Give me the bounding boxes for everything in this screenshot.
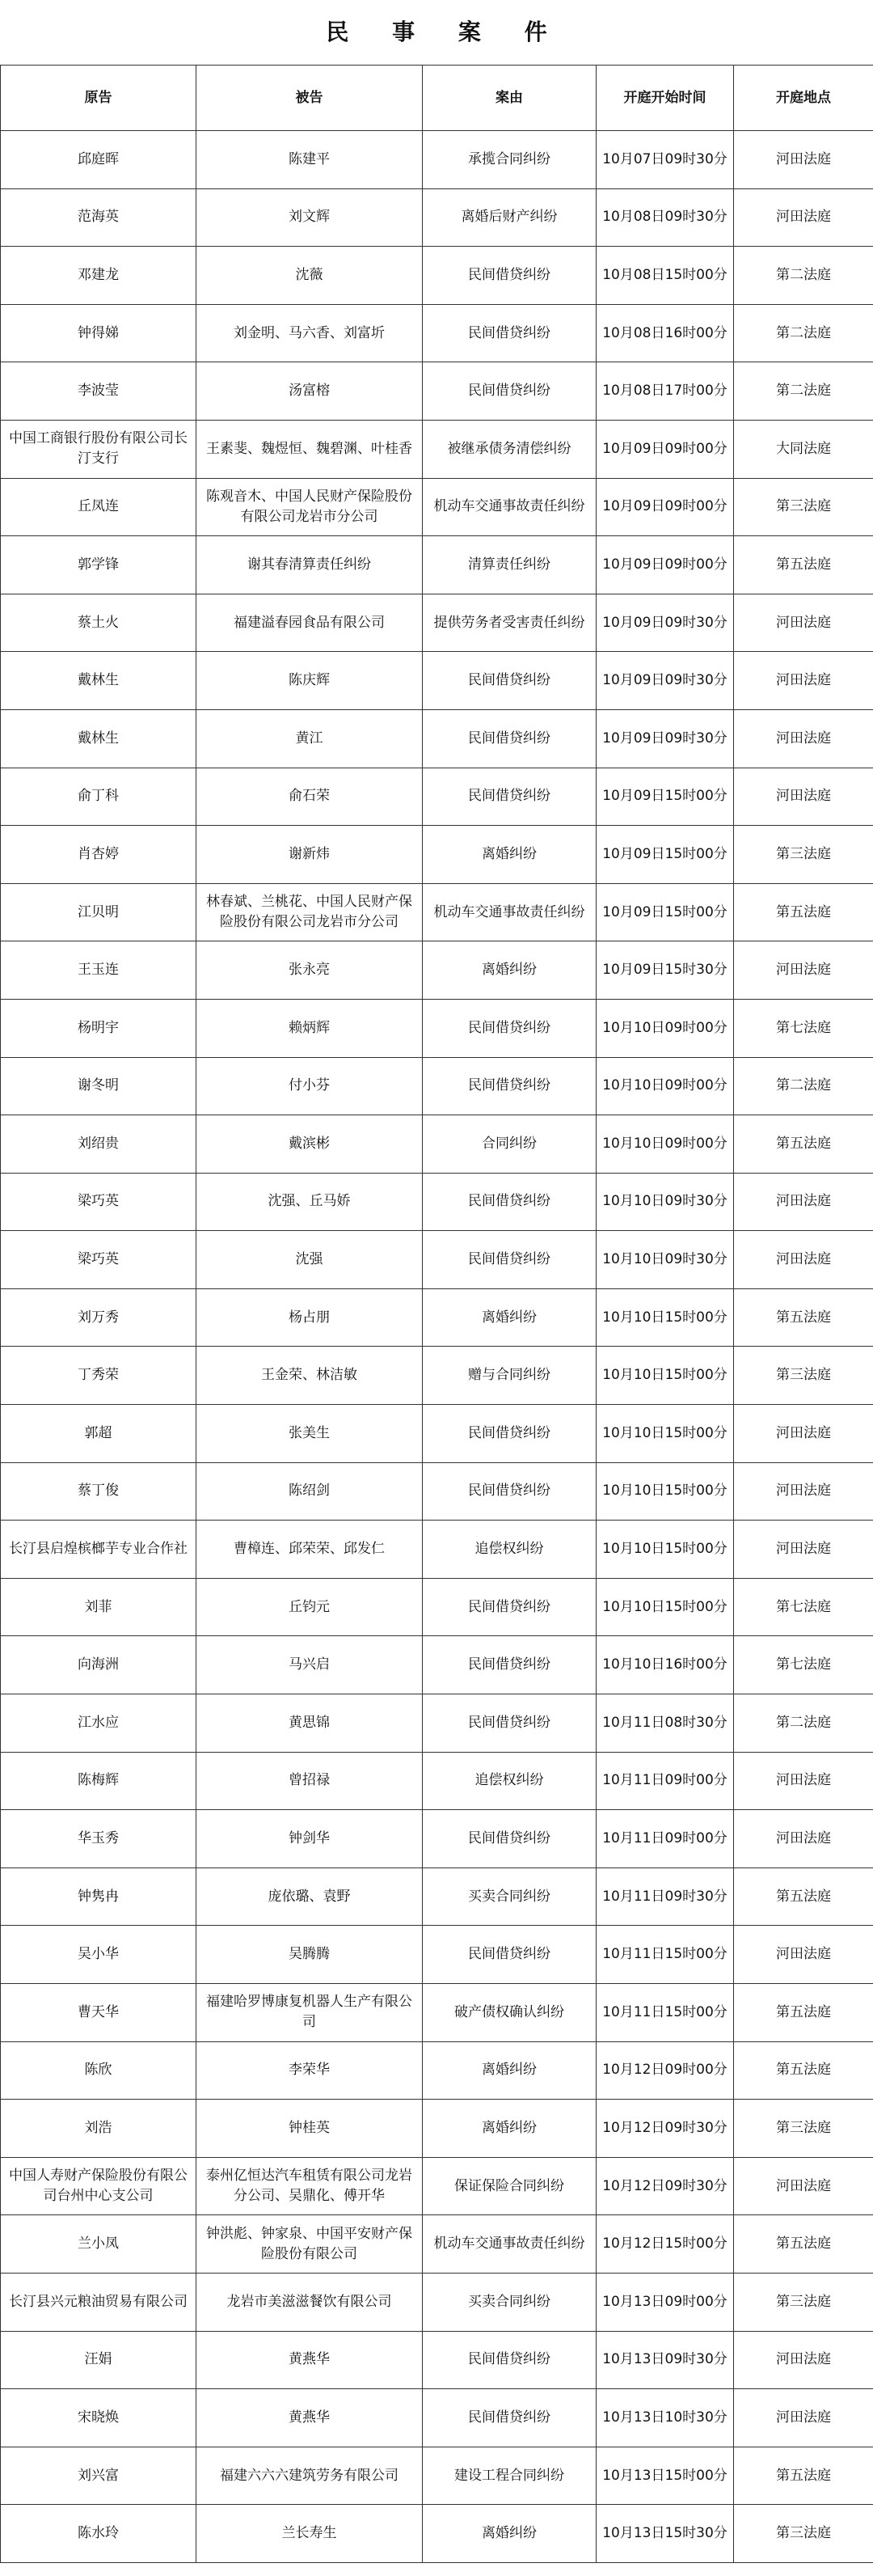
hearing-time-cell: 10月12日09时30分 <box>597 2100 734 2158</box>
table-row <box>1 1057 873 1115</box>
hearing-time-cell: 10月08日15时00分 <box>597 247 734 305</box>
defendant-cell: 张美生 <box>196 1405 423 1463</box>
cause-cell: 民间借贷纠纷 <box>423 1405 597 1463</box>
table-row <box>1 1347 873 1405</box>
cause-cell: 机动车交通事故责任纠纷 <box>423 2215 597 2274</box>
cause-cell: 民间借贷纠纷 <box>423 362 597 421</box>
table-row <box>1 1926 873 1984</box>
defendant-cell: 庞依璐、袁野 <box>196 1867 423 1926</box>
hearing-place-cell: 河田法庭 <box>734 1926 873 1984</box>
hearing-time-cell: 10月08日09时30分 <box>597 188 734 247</box>
hearing-time-cell: 10月12日15时00分 <box>597 2215 734 2274</box>
table-row <box>1 768 873 826</box>
defendant-cell: 俞石荣 <box>196 768 423 826</box>
table-row <box>1 362 873 421</box>
hearing-time-cell: 10月10日09时30分 <box>597 1231 734 1289</box>
cause-cell: 民间借贷纠纷 <box>423 1462 597 1521</box>
hearing-time-cell: 10月09日15时00分 <box>597 883 734 941</box>
cause-cell: 破产债权确认纠纷 <box>423 1984 597 2042</box>
defendant-cell: 陈绍剑 <box>196 1462 423 1521</box>
hearing-place-cell: 第二法庭 <box>734 247 873 305</box>
defendant-cell: 黄江 <box>196 709 423 768</box>
hearing-place-cell: 第五法庭 <box>734 883 873 941</box>
hearing-place-cell: 第三法庭 <box>734 1347 873 1405</box>
defendant-cell: 王素斐、魏煜恒、魏碧渊、叶桂香 <box>196 420 423 478</box>
cause-cell: 买卖合同纠纷 <box>423 1867 597 1926</box>
hearing-place-cell: 第七法庭 <box>734 999 873 1057</box>
cause-cell: 机动车交通事故责任纠纷 <box>423 478 597 536</box>
hearing-time-cell: 10月11日09时00分 <box>597 1810 734 1868</box>
defendant-cell: 沈强 <box>196 1231 423 1289</box>
hearing-time-cell: 10月13日09时30分 <box>597 2331 734 2389</box>
cause-cell: 离婚纠纷 <box>423 2100 597 2158</box>
defendant-cell: 陈建平 <box>196 131 423 189</box>
hearing-place-cell: 第五法庭 <box>734 1288 873 1347</box>
table-row <box>1 999 873 1057</box>
defendant-cell: 丘钧元 <box>196 1578 423 1636</box>
defendant-cell: 赖炳辉 <box>196 999 423 1057</box>
plaintiff-cell: 刘万秀 <box>1 1288 196 1347</box>
hearing-place-cell: 第五法庭 <box>734 2215 873 2274</box>
hearing-time-cell: 10月10日09时30分 <box>597 1173 734 1231</box>
plaintiff-cell: 曹天华 <box>1 1984 196 2042</box>
table-row <box>1 420 873 478</box>
hearing-place-cell: 河田法庭 <box>734 188 873 247</box>
plaintiff-cell: 钟隽冉 <box>1 1867 196 1926</box>
table-row <box>1 652 873 710</box>
hearing-place-cell: 河田法庭 <box>734 709 873 768</box>
plaintiff-cell: 梁巧英 <box>1 1173 196 1231</box>
cause-cell: 机动车交通事故责任纠纷 <box>423 883 597 941</box>
hearing-time-cell: 10月09日09时00分 <box>597 478 734 536</box>
hearing-time-cell: 10月10日16时00分 <box>597 1636 734 1694</box>
defendant-cell: 杨占朋 <box>196 1288 423 1347</box>
table-row <box>1 2157 873 2215</box>
hearing-place-cell: 河田法庭 <box>734 1810 873 1868</box>
hearing-time-cell: 10月10日09时00分 <box>597 1115 734 1174</box>
plaintiff-cell: 宋晓焕 <box>1 2389 196 2447</box>
table-header-row <box>1 66 873 131</box>
hearing-time-cell: 10月11日15时00分 <box>597 1926 734 1984</box>
defendant-cell: 泰州亿恒达汽车租赁有限公司龙岩分公司、吴鼎化、傅开华 <box>196 2157 423 2215</box>
cause-cell: 被继承债务清偿纠纷 <box>423 420 597 478</box>
hearing-place-cell: 河田法庭 <box>734 1752 873 1810</box>
hearing-time-cell: 10月10日09时00分 <box>597 999 734 1057</box>
hearing-place-cell: 河田法庭 <box>734 1521 873 1579</box>
hearing-time-cell: 10月10日15时00分 <box>597 1405 734 1463</box>
plaintiff-cell: 杨明宇 <box>1 999 196 1057</box>
table-row <box>1 2447 873 2505</box>
defendant-cell: 刘金明、马六香、刘富圻 <box>196 304 423 362</box>
table-body <box>1 131 873 2563</box>
header-defendant: 被告 <box>196 66 423 131</box>
hearing-time-cell: 10月09日09时00分 <box>597 536 734 594</box>
plaintiff-cell: 郭学锋 <box>1 536 196 594</box>
hearing-time-cell: 10月11日08时30分 <box>597 1694 734 1753</box>
cause-cell: 离婚纠纷 <box>423 1288 597 1347</box>
hearing-time-cell: 10月08日17时00分 <box>597 362 734 421</box>
table-row <box>1 2505 873 2563</box>
cause-cell: 民间借贷纠纷 <box>423 1926 597 1984</box>
defendant-cell: 福建六六六建筑劳务有限公司 <box>196 2447 423 2505</box>
cause-cell: 买卖合同纠纷 <box>423 2273 597 2331</box>
plaintiff-cell: 范海英 <box>1 188 196 247</box>
cause-cell: 离婚纠纷 <box>423 826 597 884</box>
plaintiff-cell: 陈梅辉 <box>1 1752 196 1810</box>
cause-cell: 民间借贷纠纷 <box>423 709 597 768</box>
hearing-place-cell: 河田法庭 <box>734 768 873 826</box>
plaintiff-cell: 汪娟 <box>1 2331 196 2389</box>
hearing-time-cell: 10月10日09时00分 <box>597 1057 734 1115</box>
table-row <box>1 1231 873 1289</box>
table-row <box>1 478 873 536</box>
plaintiff-cell: 李波莹 <box>1 362 196 421</box>
cause-cell: 追偿权纠纷 <box>423 1752 597 1810</box>
hearing-place-cell: 河田法庭 <box>734 652 873 710</box>
cause-cell: 民间借贷纠纷 <box>423 2389 597 2447</box>
table-row <box>1 1288 873 1347</box>
defendant-cell: 黄思锦 <box>196 1694 423 1753</box>
plaintiff-cell: 蔡丁俊 <box>1 1462 196 1521</box>
hearing-time-cell: 10月13日15时30分 <box>597 2505 734 2563</box>
hearing-time-cell: 10月09日15时30分 <box>597 941 734 1000</box>
header-hearing-time: 开庭开始时间 <box>597 66 734 131</box>
hearing-place-cell: 河田法庭 <box>734 2157 873 2215</box>
hearing-place-cell: 第五法庭 <box>734 536 873 594</box>
defendant-cell: 张永亮 <box>196 941 423 1000</box>
hearing-place-cell: 第二法庭 <box>734 362 873 421</box>
defendant-cell: 黄燕华 <box>196 2389 423 2447</box>
defendant-cell: 兰长寿生 <box>196 2505 423 2563</box>
hearing-place-cell: 第五法庭 <box>734 1984 873 2042</box>
plaintiff-cell: 兰小凤 <box>1 2215 196 2274</box>
cause-cell: 离婚纠纷 <box>423 2041 597 2100</box>
plaintiff-cell: 郭超 <box>1 1405 196 1463</box>
hearing-time-cell: 10月10日15时00分 <box>597 1462 734 1521</box>
hearing-place-cell: 第二法庭 <box>734 1694 873 1753</box>
cause-cell: 民间借贷纠纷 <box>423 999 597 1057</box>
table-row <box>1 941 873 1000</box>
hearing-time-cell: 10月13日10时30分 <box>597 2389 734 2447</box>
hearing-place-cell: 第五法庭 <box>734 2041 873 2100</box>
plaintiff-cell: 邓建龙 <box>1 247 196 305</box>
table-row <box>1 2389 873 2447</box>
hearing-time-cell: 10月12日09时30分 <box>597 2157 734 2215</box>
table-row <box>1 1578 873 1636</box>
plaintiff-cell: 刘菲 <box>1 1578 196 1636</box>
hearing-time-cell: 10月08日16时00分 <box>597 304 734 362</box>
plaintiff-cell: 钟得娣 <box>1 304 196 362</box>
header-cause: 案由 <box>423 66 597 131</box>
hearing-time-cell: 10月10日15时00分 <box>597 1521 734 1579</box>
plaintiff-cell: 丁秀荣 <box>1 1347 196 1405</box>
table-row <box>1 1173 873 1231</box>
cause-cell: 民间借贷纠纷 <box>423 1636 597 1694</box>
plaintiff-cell: 华玉秀 <box>1 1810 196 1868</box>
plaintiff-cell: 王玉连 <box>1 941 196 1000</box>
hearing-place-cell: 第五法庭 <box>734 1867 873 1926</box>
defendant-cell: 谢其春清算责任纠纷 <box>196 536 423 594</box>
defendant-cell: 王金荣、林洁敏 <box>196 1347 423 1405</box>
table-row <box>1 1115 873 1174</box>
hearing-time-cell: 10月11日09时00分 <box>597 1752 734 1810</box>
hearing-time-cell: 10月10日15时00分 <box>597 1288 734 1347</box>
hearing-place-cell: 第三法庭 <box>734 2100 873 2158</box>
table-row <box>1 2215 873 2274</box>
defendant-cell: 曹樟连、邱荣荣、邱发仁 <box>196 1521 423 1579</box>
table-row <box>1 1405 873 1463</box>
hearing-place-cell: 第七法庭 <box>734 1636 873 1694</box>
plaintiff-cell: 中国工商银行股份有限公司长汀支行 <box>1 420 196 478</box>
defendant-cell: 沈薇 <box>196 247 423 305</box>
hearing-place-cell: 第三法庭 <box>734 2505 873 2563</box>
defendant-cell: 钟洪彪、钟家泉、中国平安财产保险股份有限公司 <box>196 2215 423 2274</box>
table-row <box>1 2041 873 2100</box>
cause-cell: 赠与合同纠纷 <box>423 1347 597 1405</box>
cause-cell: 保证保险合同纠纷 <box>423 2157 597 2215</box>
table-row <box>1 536 873 594</box>
plaintiff-cell: 长汀县启煌槟榔芋专业合作社 <box>1 1521 196 1579</box>
table-row <box>1 2100 873 2158</box>
hearing-time-cell: 10月11日15时00分 <box>597 1984 734 2042</box>
hearing-place-cell: 第二法庭 <box>734 304 873 362</box>
defendant-cell: 陈观音木、中国人民财产保险股份有限公司龙岩市分公司 <box>196 478 423 536</box>
defendant-cell: 林春斌、兰桃花、中国人民财产保险股份有限公司龙岩市分公司 <box>196 883 423 941</box>
cause-cell: 民间借贷纠纷 <box>423 1578 597 1636</box>
table-row <box>1 1694 873 1753</box>
plaintiff-cell: 丘凤连 <box>1 478 196 536</box>
plaintiff-cell: 长汀县兴元粮油贸易有限公司 <box>1 2273 196 2331</box>
table-row <box>1 304 873 362</box>
hearing-time-cell: 10月07日09时30分 <box>597 131 734 189</box>
hearing-place-cell: 河田法庭 <box>734 1462 873 1521</box>
defendant-cell: 戴滨彬 <box>196 1115 423 1174</box>
header-hearing-place: 开庭地点 <box>734 66 873 131</box>
plaintiff-cell: 向海洲 <box>1 1636 196 1694</box>
defendant-cell: 曾招禄 <box>196 1752 423 1810</box>
table-row <box>1 1867 873 1926</box>
hearing-place-cell: 第三法庭 <box>734 826 873 884</box>
cause-cell: 民间借贷纠纷 <box>423 768 597 826</box>
hearing-time-cell: 10月10日15时00分 <box>597 1347 734 1405</box>
hearing-time-cell: 10月10日15时00分 <box>597 1578 734 1636</box>
table-row <box>1 594 873 652</box>
defendant-cell: 付小芬 <box>196 1057 423 1115</box>
defendant-cell: 李荣华 <box>196 2041 423 2100</box>
table-row <box>1 1752 873 1810</box>
plaintiff-cell: 刘浩 <box>1 2100 196 2158</box>
cause-cell: 提供劳务者受害责任纠纷 <box>423 594 597 652</box>
cause-cell: 清算责任纠纷 <box>423 536 597 594</box>
page-title: 民 事 案 件 <box>326 19 565 45</box>
plaintiff-cell: 吴小华 <box>1 1926 196 1984</box>
defendant-cell: 汤富榕 <box>196 362 423 421</box>
defendant-cell: 陈庆辉 <box>196 652 423 710</box>
hearing-place-cell: 第五法庭 <box>734 2447 873 2505</box>
hearing-place-cell: 大同法庭 <box>734 420 873 478</box>
plaintiff-cell: 刘兴富 <box>1 2447 196 2505</box>
plaintiff-cell: 梁巧英 <box>1 1231 196 1289</box>
cause-cell: 民间借贷纠纷 <box>423 247 597 305</box>
hearing-place-cell: 河田法庭 <box>734 1405 873 1463</box>
plaintiff-cell: 蔡土火 <box>1 594 196 652</box>
table-row <box>1 826 873 884</box>
cause-cell: 民间借贷纠纷 <box>423 304 597 362</box>
defendant-cell: 钟桂英 <box>196 2100 423 2158</box>
hearing-time-cell: 10月09日09时30分 <box>597 652 734 710</box>
cause-cell: 追偿权纠纷 <box>423 1521 597 1579</box>
cause-cell: 民间借贷纠纷 <box>423 1057 597 1115</box>
hearing-time-cell: 10月13日09时00分 <box>597 2273 734 2331</box>
defendant-cell: 马兴启 <box>196 1636 423 1694</box>
hearing-place-cell: 河田法庭 <box>734 131 873 189</box>
cause-cell: 离婚纠纷 <box>423 2505 597 2563</box>
plaintiff-cell: 谢冬明 <box>1 1057 196 1115</box>
hearing-place-cell: 河田法庭 <box>734 1173 873 1231</box>
defendant-cell: 钟剑华 <box>196 1810 423 1868</box>
cause-cell: 建设工程合同纠纷 <box>423 2447 597 2505</box>
table-row <box>1 2273 873 2331</box>
table-row <box>1 1810 873 1868</box>
cause-cell: 承揽合同纠纷 <box>423 131 597 189</box>
hearing-place-cell: 第七法庭 <box>734 1578 873 1636</box>
hearing-place-cell: 第二法庭 <box>734 1057 873 1115</box>
hearing-time-cell: 10月09日15时00分 <box>597 768 734 826</box>
hearing-place-cell: 第五法庭 <box>734 1115 873 1174</box>
hearing-place-cell: 河田法庭 <box>734 941 873 1000</box>
defendant-cell: 黄燕华 <box>196 2331 423 2389</box>
hearing-place-cell: 第三法庭 <box>734 478 873 536</box>
hearing-place-cell: 河田法庭 <box>734 2331 873 2389</box>
defendant-cell: 龙岩市美滋滋餐饮有限公司 <box>196 2273 423 2331</box>
table-row <box>1 247 873 305</box>
cause-cell: 民间借贷纠纷 <box>423 652 597 710</box>
plaintiff-cell: 俞丁科 <box>1 768 196 826</box>
cause-cell: 民间借贷纠纷 <box>423 1810 597 1868</box>
plaintiff-cell: 肖杏婷 <box>1 826 196 884</box>
cause-cell: 离婚纠纷 <box>423 941 597 1000</box>
cause-cell: 民间借贷纠纷 <box>423 1173 597 1231</box>
hearing-time-cell: 10月12日09时00分 <box>597 2041 734 2100</box>
defendant-cell: 吴腾腾 <box>196 1926 423 1984</box>
defendant-cell: 福建溢春园食品有限公司 <box>196 594 423 652</box>
defendant-cell: 谢新炜 <box>196 826 423 884</box>
table-row <box>1 1521 873 1579</box>
defendant-cell: 刘文辉 <box>196 188 423 247</box>
table-row <box>1 709 873 768</box>
header-plaintiff: 原告 <box>1 66 196 131</box>
hearing-place-cell: 河田法庭 <box>734 594 873 652</box>
hearing-time-cell: 10月13日15时00分 <box>597 2447 734 2505</box>
hearing-place-cell: 河田法庭 <box>734 2389 873 2447</box>
plaintiff-cell: 戴林生 <box>1 652 196 710</box>
plaintiff-cell: 邱庭晖 <box>1 131 196 189</box>
table-row <box>1 1462 873 1521</box>
hearing-place-cell: 河田法庭 <box>734 1231 873 1289</box>
plaintiff-cell: 江贝明 <box>1 883 196 941</box>
hearing-time-cell: 10月11日09时30分 <box>597 1867 734 1926</box>
table-row <box>1 131 873 189</box>
hearing-place-cell: 第三法庭 <box>734 2273 873 2331</box>
table-row <box>1 1984 873 2042</box>
defendant-cell: 福建哈罗博康复机器人生产有限公司 <box>196 1984 423 2042</box>
cause-cell: 合同纠纷 <box>423 1115 597 1174</box>
hearing-time-cell: 10月09日09时30分 <box>597 709 734 768</box>
plaintiff-cell: 刘绍贵 <box>1 1115 196 1174</box>
plaintiff-cell: 中国人寿财产保险股份有限公司台州中心支公司 <box>1 2157 196 2215</box>
cause-cell: 离婚后财产纠纷 <box>423 188 597 247</box>
cause-cell: 民间借贷纠纷 <box>423 1694 597 1753</box>
defendant-cell: 沈强、丘马娇 <box>196 1173 423 1231</box>
cause-cell: 民间借贷纠纷 <box>423 2331 597 2389</box>
hearing-time-cell: 10月09日15时00分 <box>597 826 734 884</box>
civil-cases-table <box>0 65 873 2563</box>
table-row <box>1 883 873 941</box>
table-row <box>1 1636 873 1694</box>
plaintiff-cell: 陈水玲 <box>1 2505 196 2563</box>
table-row <box>1 188 873 247</box>
plaintiff-cell: 陈欣 <box>1 2041 196 2100</box>
hearing-time-cell: 10月09日09时30分 <box>597 594 734 652</box>
plaintiff-cell: 戴林生 <box>1 709 196 768</box>
plaintiff-cell: 江水应 <box>1 1694 196 1753</box>
cause-cell: 民间借贷纠纷 <box>423 1231 597 1289</box>
table-row <box>1 2331 873 2389</box>
hearing-time-cell: 10月09日09时00分 <box>597 420 734 478</box>
